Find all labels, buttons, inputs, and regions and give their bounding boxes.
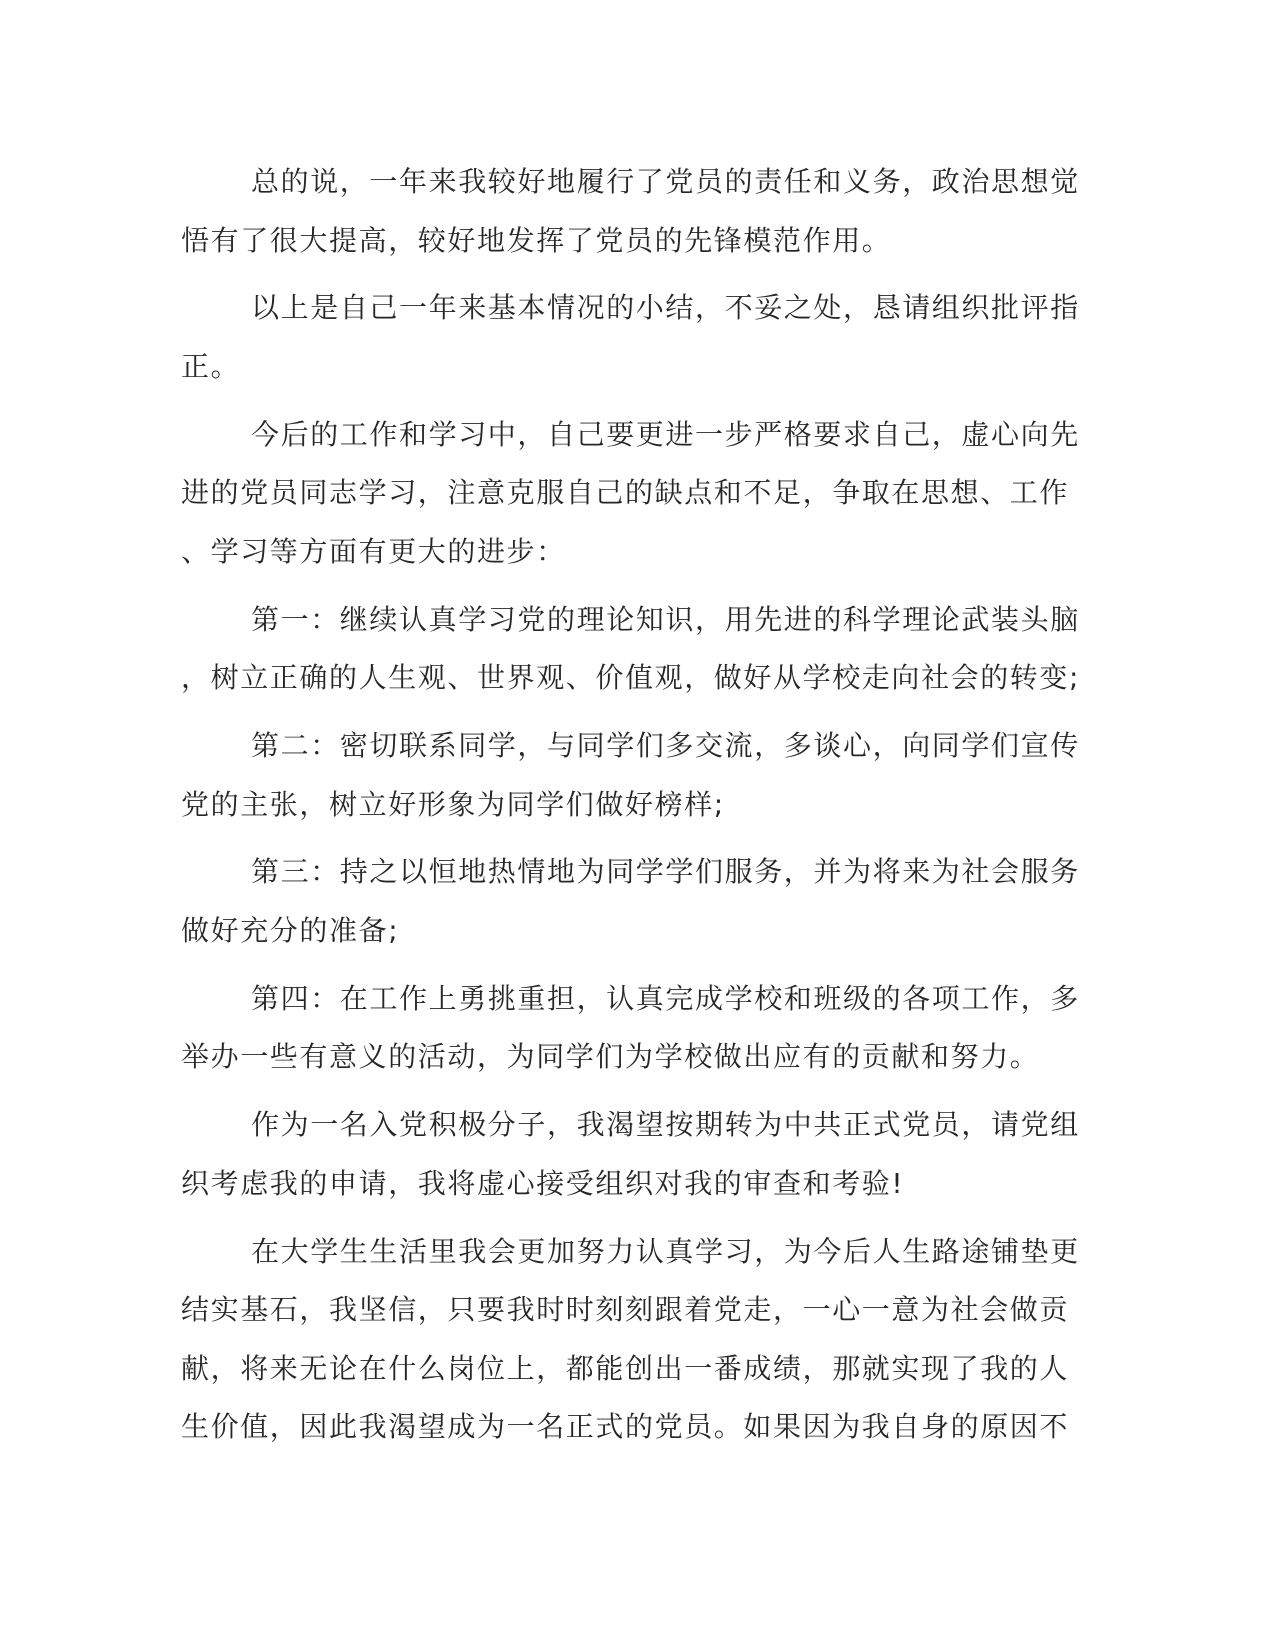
text-line: 举办一些有意义的活动，为同学们为学校做出应有的贡献和努力。 <box>181 1040 1040 1074</box>
paragraph-conclusion <box>181 279 1080 396</box>
text-line: 织考虑我的申请，我将虚心接受组织对我的审查和考验! <box>181 1166 905 1200</box>
text-line: 进的党员同志学习，注意克服自己的缺点和不足，争取在思想、工作 <box>181 476 1070 510</box>
paragraph-application <box>181 1096 1080 1213</box>
paragraph-future-plan <box>181 406 1080 582</box>
paragraph-summary <box>181 153 1080 270</box>
paragraph-item-2 <box>181 717 1080 834</box>
paragraph-item-3 <box>181 843 1080 960</box>
text-line: 第一：继续认真学习党的理论知识，用先进的科学理论武装头脑 <box>251 602 1080 636</box>
text-line: 、学习等方面有更大的进步： <box>181 534 566 568</box>
text-line: 正。 <box>181 349 241 383</box>
text-line: 今后的工作和学习中，自己要更进一步严格要求自己，虚心向先 <box>251 417 1080 451</box>
text-line: 做好充分的准备; <box>181 913 400 947</box>
text-line: 悟有了很大提高，较好地发挥了党员的先锋模范作用。 <box>181 223 892 257</box>
text-line: 总的说，一年来我较好地履行了党员的责任和义务，政治思想觉 <box>251 165 1080 198</box>
text-line: 党的主张，树立好形象为同学们做好榜样; <box>181 787 725 821</box>
text-line: 第四：在工作上勇挑重担，认真完成学校和班级的各项工作，多 <box>251 981 1080 1015</box>
text-line: 献，将来无论在什么岗位上，都能创出一番成绩，那就实现了我的人 <box>181 1351 1070 1385</box>
paragraph-item-4 <box>181 970 1080 1087</box>
text-line: 作为一名入党积极分子，我渴望按期转为中共正式党员，请党组 <box>251 1108 1080 1142</box>
text-line: 结实基石，我坚信，只要我时时刻刻跟着党走，一心一意为社会做贡 <box>181 1293 1070 1327</box>
text-line: ，树立正确的人生观、世界观、价值观，做好从学校走向社会的转变; <box>181 661 1081 695</box>
text-line: 以上是自己一年来基本情况的小结，不妥之处，恳请组织批评指 <box>251 291 1080 325</box>
document-body <box>181 153 1081 1466</box>
text-line: 在大学生生活里我会更加努力认真学习，为今后人生路途铺垫更 <box>251 1234 1080 1268</box>
paragraph-university-life <box>181 1223 1080 1457</box>
paragraph-item-1 <box>181 591 1081 708</box>
text-line: 第二：密切联系同学，与同学们多交流，多谈心，向同学们宣传 <box>251 729 1080 763</box>
text-line: 第三：持之以恒地热情地为同学学们服务，并为将来为社会服务 <box>251 855 1080 889</box>
text-line: 生价值，因此我渴望成为一名正式的党员。如果因为我自身的原因不 <box>181 1410 1070 1444</box>
